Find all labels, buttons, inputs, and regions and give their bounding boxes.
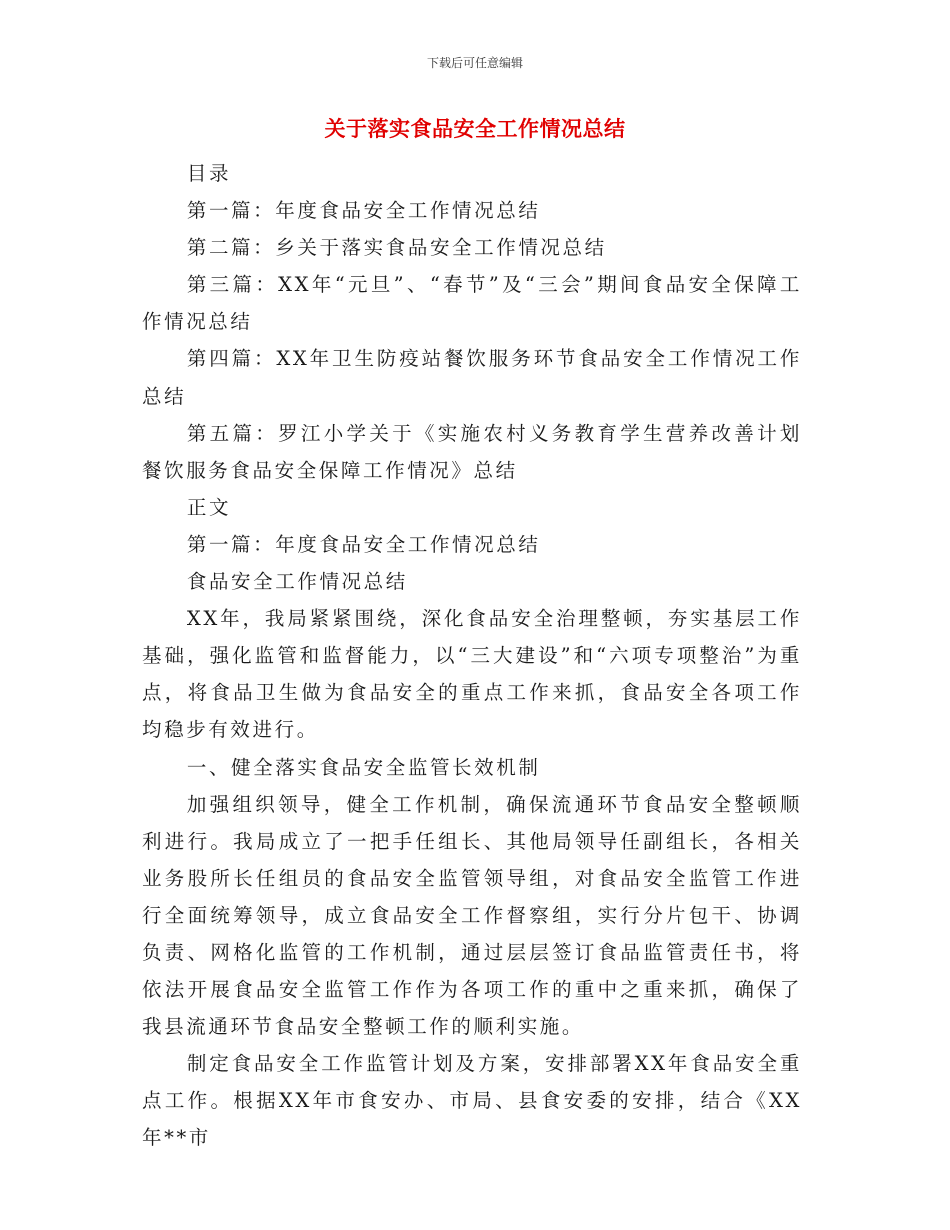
toc-item: 第三篇：XX年“元旦”、“春节”及“三会”期间食品安全保障工作情况总结 [142,273,802,334]
toc-item: 第一篇：年度食品安全工作情况总结 [186,199,541,223]
body-heading: 正文 [186,495,232,519]
toc-item: 第四篇：XX年卫生防疫站餐饮服务环节食品安全工作情况工作总结 [142,347,802,408]
body-paragraph: 制定食品安全工作监管计划及方案，安排部署XX年食品安全重点工作。根据XX年市食安办、市局、县食安委的安排，结合《XX年**市 [142,1052,802,1150]
document-title: 关于落实食品安全工作情况总结 [324,116,626,141]
section-subtitle: 食品安全工作情况总结 [186,570,408,594]
body-paragraph: 加强组织领导，健全工作机制，确保流通环节食品安全整顿顺利进行。我局成立了一把手任组长、其他局领导任副组长，各相关业务股所长任组员的食品安全监管领导组，对食品安全监管工作进行全面统筹领导，成立食品安全工作督察组，实行分片包干、协调负责、网格化监管的工作机制，通过层层签订食品监管责任书，将依法开展食品安全监管工作作为各项工作的重中之重来抓，确保了我县流通环节食品安全整顿工作的顺利实施。 [142,792,802,1039]
toc-heading: 目录 [186,162,232,185]
toc-item: 第二篇：乡关于落实食品安全工作情况总结 [186,236,607,260]
toc-item: 第五篇：罗江小学关于《实施农村义务教育学生营养改善计划餐饮服务食品安全保障工作情况》总结 [142,421,802,482]
document-body [142,155,802,1157]
body-paragraph: XX年，我局紧紧围绕，深化食品安全治理整顿，夯实基层工作基础，强化监管和监督能力，以“三大建设”和“六项专项整治”为重点，将食品卫生做为食品安全的重点工作来抓，食品安全各项工作均稳步有效进行。 [142,607,802,742]
chapter-heading: 第一篇：年度食品安全工作情况总结 [186,532,541,556]
section-heading: 一、健全落实食品安全监管长效机制 [186,755,541,779]
page-header-note: 下载后可任意编辑 [426,56,523,70]
